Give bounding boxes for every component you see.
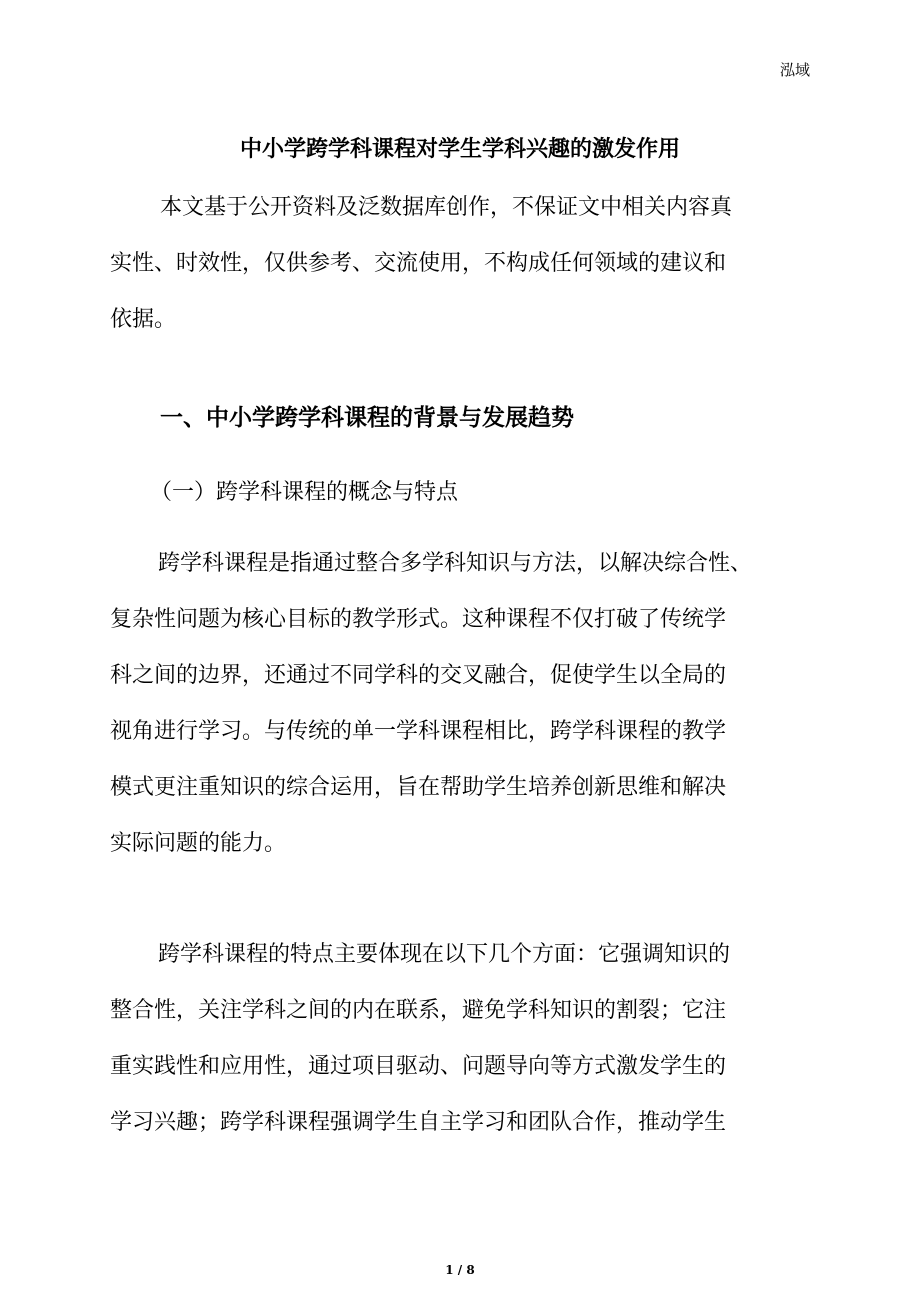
subsection-heading: （一）跨学科课程的概念与特点 (150, 480, 459, 505)
page-number: 1 / 8 (445, 1263, 475, 1277)
paragraph-line: 整合性，关注学科之间的内在联系，避免学科知识的割裂；它注 (110, 998, 727, 1023)
body-paragraph (110, 536, 810, 872)
paragraph-line: 科之间的边界，还通过不同学科的交叉融合，促使学生以全局的 (110, 663, 727, 688)
disclaimer-line: 依据。 (110, 307, 177, 332)
section-heading: 一、中小学跨学科课程的背景与发展趋势 (160, 405, 574, 431)
paragraph-line: 重实践性和应用性，通过项目驱动、问题导向等方式激发学生的 (110, 1054, 727, 1079)
body-paragraph (110, 927, 810, 1151)
disclaimer-line: 本文基于公开资料及泛数据库创作，不保证文中相关内容真 (160, 195, 733, 220)
paragraph-line: 跨学科课程的特点主要体现在以下几个方面：它强调知识的 (158, 942, 731, 967)
disclaimer-line: 实性、时效性，仅供参考、交流使用，不构成任何领域的建议和 (110, 251, 727, 276)
paragraph-line: 视角进行学习。与传统的单一学科课程相比，跨学科课程的教学 (110, 719, 727, 744)
header-brand-mark: 泓域 (779, 61, 810, 79)
paragraph-line: 学习兴趣；跨学科课程强调学生自主学习和团队合作，推动学生 (110, 1110, 727, 1135)
paragraph-line: 实际问题的能力。 (110, 831, 287, 856)
paragraph-line: 模式更注重知识的综合运用，旨在帮助学生培养创新思维和解决 (110, 775, 727, 800)
document-title: 中小学跨学科课程对学生学科兴趣的激发作用 (239, 137, 680, 162)
disclaimer-paragraph (110, 180, 810, 348)
paragraph-line: 跨学科课程是指通过整合多学科知识与方法，以解决综合性、 (158, 551, 753, 576)
paragraph-line: 复杂性问题为核心目标的教学形式。这种课程不仅打破了传统学 (110, 607, 727, 632)
